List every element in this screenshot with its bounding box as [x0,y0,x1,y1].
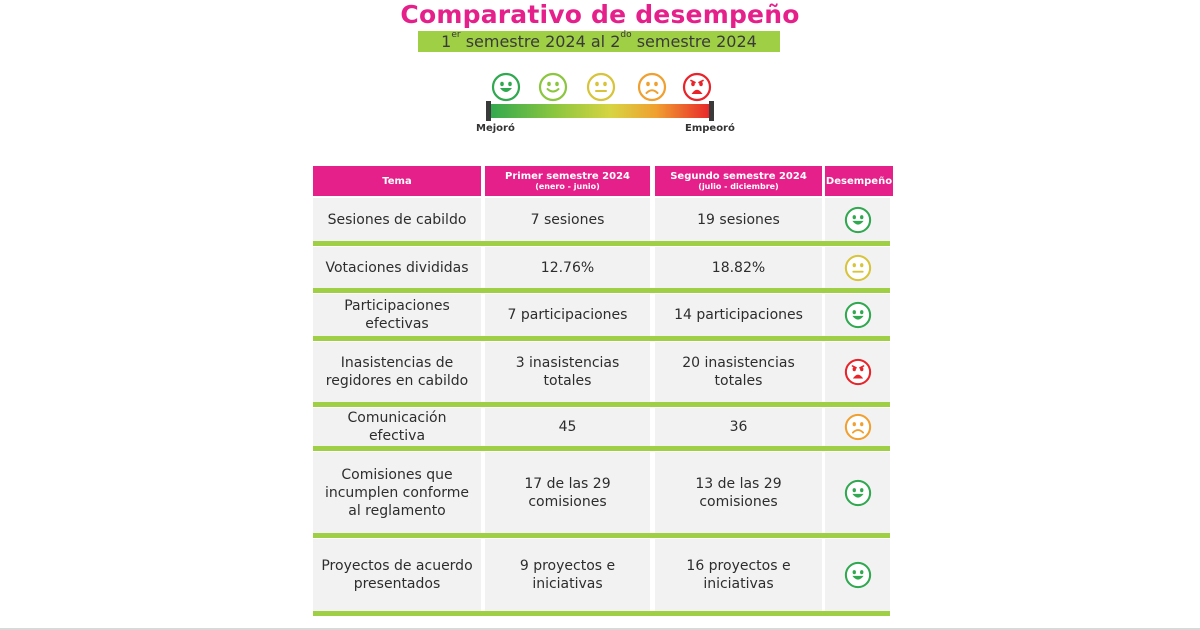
performance-cell [825,539,890,611]
second-semester-cell: 20 inasistencias totales [655,342,822,402]
performance-cell [825,342,890,402]
happy-face-icon [538,72,568,106]
header-second-label: Segundo semestre 2024 [670,171,807,182]
very-sad-face-icon [682,72,712,106]
header-tema [313,166,481,196]
header-first-sublabel: (enero - junio) [535,182,600,191]
header-first-label: Primer semestre 2024 [505,171,630,182]
page-title: Comparativo de desempeño [400,0,800,29]
subtitle-part-1: 1 [441,32,452,51]
row-separator [313,533,890,538]
performance-cell [825,247,890,288]
neutral-face-icon [586,72,616,106]
row-separator [313,288,890,293]
second-semester-cell: 13 de las 29 comisiones [655,452,822,533]
table-row [313,408,893,451]
table-header-row [313,166,893,196]
second-semester-cell: 18.82% [655,247,822,288]
header-first-semester [485,166,650,196]
table-row [313,342,893,407]
table-row [313,247,893,293]
table-row [313,539,893,616]
header-second-sublabel: (julio - diciembre) [698,182,779,191]
table-row [313,198,893,246]
subtitle-sup-2: do [620,30,632,40]
table-row [313,452,893,538]
table-row [313,294,893,341]
second-semester-cell: 19 sesiones [655,198,822,241]
second-semester-cell: 16 proyectos e iniciativas [655,539,822,611]
performance-cell [825,198,890,241]
row-separator [313,402,890,407]
scale-label-improved: Mejoró [476,123,515,134]
subtitle-sup-1: er [451,30,461,40]
header-performance-label: Desempeño [825,175,893,187]
comparison-table [313,166,893,592]
tema-cell: Inasistencias de regidores en cabildo [313,342,481,402]
tema-cell: Comisiones que incumplen conforme al reglamento [313,452,481,533]
performance-gradient-bar [488,104,712,118]
subtitle [441,32,757,51]
row-separator [313,241,890,246]
first-semester-cell: 12.76% [485,247,650,288]
first-semester-cell: 9 proyectos e iniciativas [485,539,650,611]
very-happy-face-icon [844,479,872,507]
tema-cell: Participaciones efectivas [313,294,481,336]
scale-label-worsened: Empeoró [685,123,735,134]
first-semester-cell: 3 inasistencias totales [485,342,650,402]
scale-tick-right [709,101,714,121]
second-semester-cell: 36 [655,408,822,446]
first-semester-cell: 45 [485,408,650,446]
sad-face-icon [637,72,667,106]
second-semester-cell: 14 participaciones [655,294,822,336]
first-semester-cell: 17 de las 29 comisiones [485,452,650,533]
subtitle-part-3: semestre 2024 [631,32,757,51]
very-happy-face-icon [844,206,872,234]
neutral-face-icon [844,254,872,282]
tema-cell: Proyectos de acuerdo presentados [313,539,481,611]
tema-cell: Comunicación efectiva [313,408,481,446]
subtitle-part-2: semestre 2024 al 2 [460,32,621,51]
tema-cell: Sesiones de cabildo [313,198,481,241]
row-separator [313,611,890,616]
row-separator [313,446,890,451]
performance-cell [825,452,890,533]
very-happy-face-icon [844,301,872,329]
very-happy-face-icon [844,561,872,589]
header-second-semester [655,166,822,196]
performance-cell [825,408,890,446]
very-happy-face-icon [491,72,521,106]
row-separator [313,336,890,341]
first-semester-cell: 7 sesiones [485,198,650,241]
subtitle-banner [418,31,780,52]
scale-tick-left [486,101,491,121]
tema-cell: Votaciones divididas [313,247,481,288]
header-performance [825,166,893,196]
very-sad-face-icon [844,358,872,386]
first-semester-cell: 7 participaciones [485,294,650,336]
performance-cell [825,294,890,336]
sad-face-icon [844,413,872,441]
header-tema-label: Tema [382,175,412,187]
